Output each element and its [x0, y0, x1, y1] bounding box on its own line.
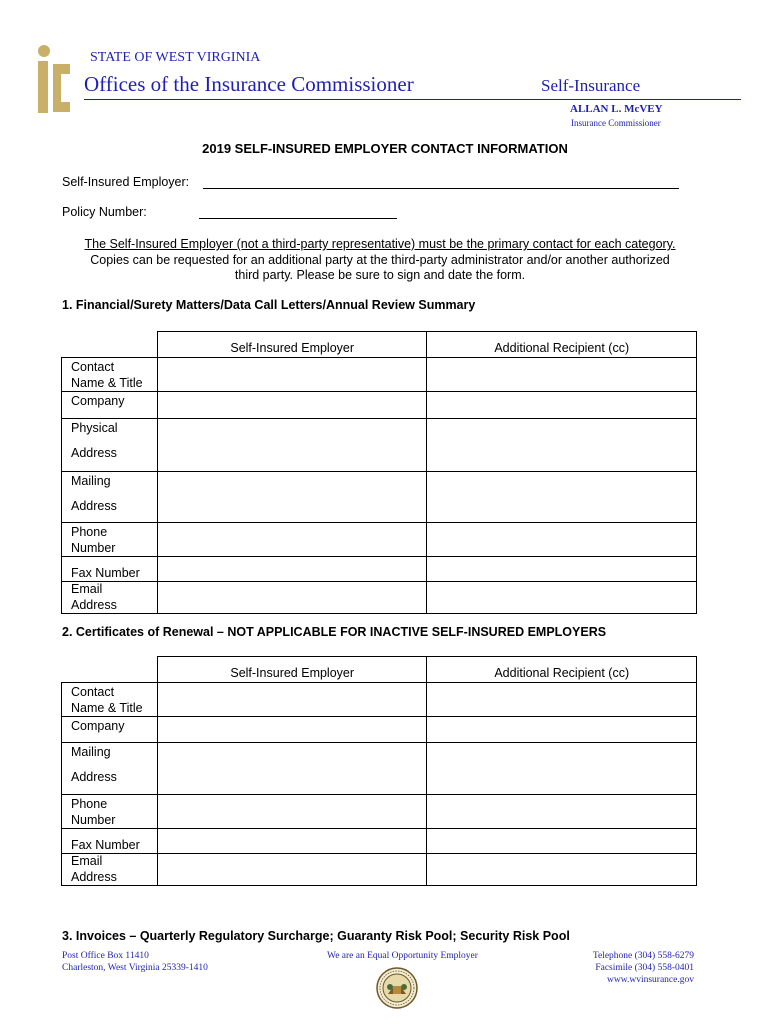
row-label: Phone Number [62, 795, 158, 829]
footer-city: Charleston, West Virginia 25339-1410 [62, 963, 208, 973]
blank-corner [62, 332, 158, 358]
footer-website: www.wvinsurance.gov [607, 975, 694, 985]
employer-fax-cell[interactable] [157, 557, 427, 582]
table-row [62, 717, 697, 743]
policy-label: Policy Number: [62, 205, 147, 219]
employer-email-cell[interactable] [157, 582, 427, 614]
row-label: Company [62, 392, 158, 419]
table-header-row [62, 332, 697, 358]
table-row [62, 472, 697, 523]
employer-field[interactable] [203, 188, 679, 189]
col-header-employer: Self-Insured Employer [157, 657, 427, 683]
cc-phone-cell[interactable] [427, 795, 697, 829]
row-label: Fax Number [62, 557, 158, 582]
col-header-cc: Additional Recipient (cc) [427, 657, 697, 683]
row-label: Fax Number [62, 829, 158, 854]
state-name: STATE OF WEST VIRGINIA [90, 50, 261, 65]
employer-fax-cell[interactable] [157, 829, 427, 854]
employer-contact-name-cell[interactable] [157, 683, 427, 717]
table-row [62, 523, 697, 557]
cc-physical-address-cell[interactable] [427, 419, 697, 472]
blank-corner [62, 657, 158, 683]
row-label: Mailing Address [62, 472, 158, 523]
employer-label: Self-Insured Employer: [62, 175, 190, 189]
letterhead-rule [84, 99, 741, 100]
instructions-notice [60, 237, 700, 284]
cc-mailing-address-cell[interactable] [427, 472, 697, 523]
policy-number-field[interactable] [199, 218, 397, 219]
employer-company-cell[interactable] [157, 717, 427, 743]
employer-mailing-address-cell[interactable] [157, 743, 427, 795]
footer-facsimile: Facsimile (304) 558-0401 [595, 963, 694, 973]
row-label: Email Address [62, 582, 158, 614]
table-header-row [62, 657, 697, 683]
row-label: Contact Name & Title [62, 683, 158, 717]
notice-sign-date: third party. Please be sure to sign and date the form. [234, 268, 526, 282]
table-row [62, 829, 697, 854]
cc-email-cell[interactable] [427, 582, 697, 614]
table-row [62, 557, 697, 582]
employer-physical-address-cell[interactable] [157, 419, 427, 472]
notice-copies: Copies can be requested for an additional party at the third-party administrator and/or another authorized [90, 252, 670, 267]
table-row [62, 392, 697, 419]
footer-telephone: Telephone (304) 558-6279 [592, 951, 694, 961]
cc-company-cell[interactable] [427, 392, 697, 419]
employer-phone-cell[interactable] [157, 523, 427, 557]
cc-mailing-address-cell[interactable] [427, 743, 697, 795]
footer-po-box: Post Office Box 11410 [62, 951, 149, 961]
commissioner-title: Insurance Commissioner [571, 118, 661, 128]
cc-email-cell[interactable] [427, 854, 697, 886]
table-row [62, 419, 697, 472]
table-row [62, 854, 697, 886]
section-1-table [61, 331, 697, 614]
section-2-title: 2. Certificates of Renewal – NOT APPLICABLE FOR INACTIVE SELF-INSURED EMPLOYERS [62, 625, 607, 639]
section-1-title: 1. Financial/Surety Matters/Data Call Letters/Annual Review Summary [62, 298, 476, 312]
footer-eoe: We are an Equal Opportunity Employer [327, 951, 478, 961]
cc-company-cell[interactable] [427, 717, 697, 743]
row-label: Physical Address [62, 419, 158, 472]
employer-company-cell[interactable] [157, 392, 427, 419]
row-label: Email Address [62, 854, 158, 886]
cc-contact-name-cell[interactable] [427, 683, 697, 717]
cc-contact-name-cell[interactable] [427, 358, 697, 392]
employer-contact-name-cell[interactable] [157, 358, 427, 392]
table-row [62, 683, 697, 717]
notice-primary-contact: The Self-Insured Employer (not a third-party representative) must be the primary contact for each category. [84, 237, 676, 251]
table-row [62, 743, 697, 795]
state-seal-icon [376, 967, 418, 1009]
row-label: Company [62, 717, 158, 743]
employer-mailing-address-cell[interactable] [157, 472, 427, 523]
row-label: Mailing Address [62, 743, 158, 795]
table-row [62, 358, 697, 392]
row-label: Contact Name & Title [62, 358, 158, 392]
footer-contact [593, 950, 694, 986]
table-row [62, 582, 697, 614]
col-header-cc: Additional Recipient (cc) [427, 332, 697, 358]
division-name: Self-Insurance [541, 76, 641, 95]
cc-fax-cell[interactable] [427, 829, 697, 854]
employer-phone-cell[interactable] [157, 795, 427, 829]
row-label: Phone Number [62, 523, 158, 557]
cc-fax-cell[interactable] [427, 557, 697, 582]
col-header-employer: Self-Insured Employer [157, 332, 427, 358]
office-name: Offices of the Insurance Commissioner [84, 72, 414, 96]
table-row [62, 795, 697, 829]
oic-logo-icon [34, 44, 74, 116]
section-2-table [61, 656, 697, 886]
footer-address [62, 950, 208, 974]
employer-email-cell[interactable] [157, 854, 427, 886]
cc-phone-cell[interactable] [427, 523, 697, 557]
section-3-title: 3. Invoices – Quarterly Regulatory Surcharge; Guaranty Risk Pool; Security Risk Pool [62, 929, 570, 943]
commissioner-name: ALLAN L. McVEY [570, 103, 663, 115]
form-title: 2019 SELF-INSURED EMPLOYER CONTACT INFORMATION [202, 141, 568, 156]
